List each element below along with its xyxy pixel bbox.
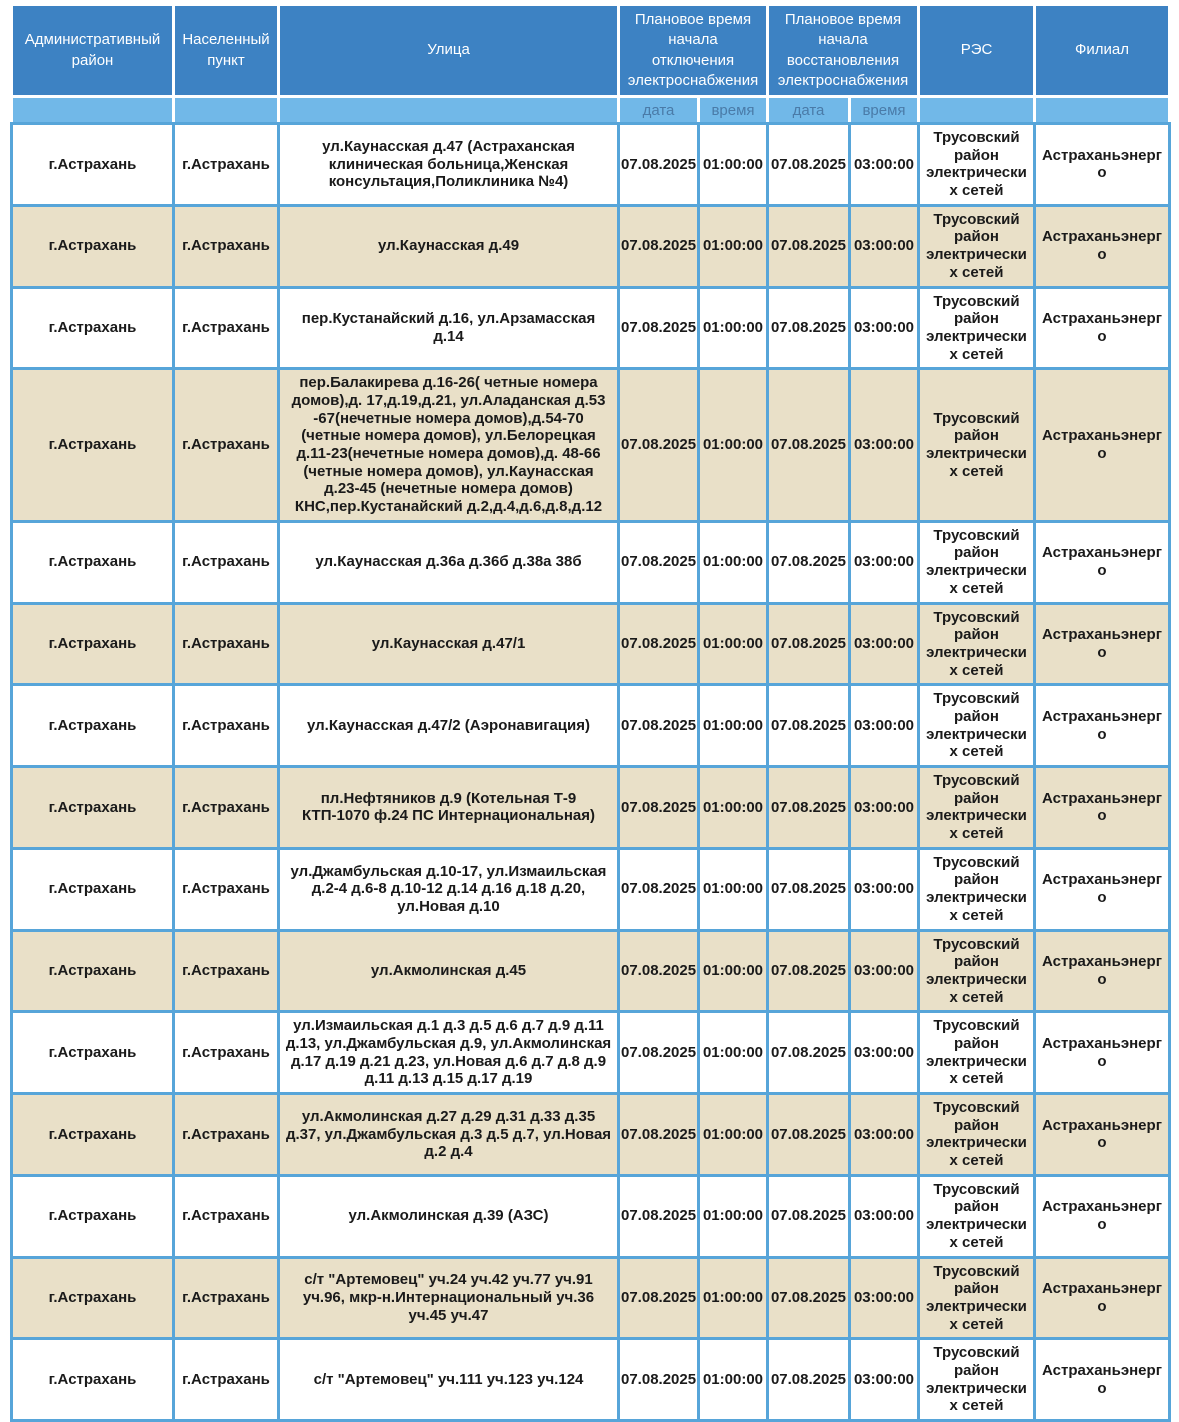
cell-outage-date: 07.08.2025 (619, 1339, 699, 1421)
cell-admin-district: г.Астрахань (12, 1257, 174, 1339)
cell-settlement: г.Астрахань (174, 1257, 279, 1339)
cell-street: пер.Кустанайский д.16, ул.Арзамасская д.14 (279, 287, 619, 369)
cell-outage-date: 07.08.2025 (619, 1012, 699, 1094)
cell-restore-date: 07.08.2025 (768, 1012, 850, 1094)
cell-restore-time: 03:00:00 (850, 685, 919, 767)
cell-res: Трусовский район электрических сетей (919, 521, 1035, 603)
column-header-outage-start: Плановое время начала отключения электроснабжения (619, 5, 768, 97)
cell-street: ул.Каунасская д.49 (279, 205, 619, 287)
cell-admin-district: г.Астрахань (12, 603, 174, 685)
cell-street: ул.Акмолинская д.27 д.29 д.31 д.33 д.35 д.37, ул.Джамбульская д.3 д.5 д.7, ул.Новая д.2 д.4 (279, 1094, 619, 1176)
cell-branch: Астраханьэнерго (1035, 603, 1170, 685)
cell-outage-time: 01:00:00 (699, 1094, 768, 1176)
cell-restore-time: 03:00:00 (850, 1012, 919, 1094)
cell-admin-district: г.Астрахань (12, 767, 174, 849)
cell-restore-date: 07.08.2025 (768, 1175, 850, 1257)
cell-admin-district: г.Астрахань (12, 685, 174, 767)
cell-res: Трусовский район электрических сетей (919, 1257, 1035, 1339)
cell-restore-time: 03:00:00 (850, 1257, 919, 1339)
cell-settlement: г.Астрахань (174, 205, 279, 287)
cell-restore-date: 07.08.2025 (768, 603, 850, 685)
table-row (12, 767, 1170, 849)
cell-res: Трусовский район электрических сетей (919, 848, 1035, 930)
cell-outage-date: 07.08.2025 (619, 287, 699, 369)
cell-restore-time: 03:00:00 (850, 205, 919, 287)
cell-branch: Астраханьэнерго (1035, 930, 1170, 1012)
cell-admin-district: г.Астрахань (12, 930, 174, 1012)
cell-admin-district: г.Астрахань (12, 205, 174, 287)
cell-outage-time: 01:00:00 (699, 1012, 768, 1094)
cell-settlement: г.Астрахань (174, 1094, 279, 1176)
cell-street: с/т "Артемовец" уч.24 уч.42 уч.77 уч.91 уч.96, мкр-н.Интернациональный уч.36 уч.45 уч.47 (279, 1257, 619, 1339)
cell-street: ул.Каунасская д.47 (Астраханская клиническая больница,Женская консультация,Поликлиника №4) (279, 124, 619, 206)
cell-restore-time: 03:00:00 (850, 1094, 919, 1176)
cell-res: Трусовский район электрических сетей (919, 685, 1035, 767)
table-row (12, 603, 1170, 685)
cell-res: Трусовский район электрических сетей (919, 124, 1035, 206)
cell-outage-time: 01:00:00 (699, 205, 768, 287)
subheader-restore-time: время (850, 97, 919, 124)
table-row (12, 369, 1170, 522)
column-header-settlement: Населенный пункт (174, 5, 279, 97)
cell-outage-time: 01:00:00 (699, 603, 768, 685)
cell-settlement: г.Астрахань (174, 767, 279, 849)
cell-restore-time: 03:00:00 (850, 1175, 919, 1257)
cell-street: пл.Нефтяников д.9 (Котельная Т-9 КТП-1070 ф.24 ПС Интернациональная) (279, 767, 619, 849)
table-row (12, 124, 1170, 206)
cell-outage-date: 07.08.2025 (619, 369, 699, 522)
subheader-outage-time: время (699, 97, 768, 124)
cell-outage-time: 01:00:00 (699, 848, 768, 930)
cell-admin-district: г.Астрахань (12, 1012, 174, 1094)
table-body (12, 124, 1170, 1421)
cell-res: Трусовский район электрических сетей (919, 369, 1035, 522)
cell-branch: Астраханьэнерго (1035, 848, 1170, 930)
cell-res: Трусовский район электрических сетей (919, 205, 1035, 287)
cell-street: ул.Каунасская д.47/1 (279, 603, 619, 685)
table-row (12, 205, 1170, 287)
cell-res: Трусовский район электрических сетей (919, 287, 1035, 369)
cell-restore-date: 07.08.2025 (768, 1339, 850, 1421)
cell-restore-time: 03:00:00 (850, 287, 919, 369)
cell-street: ул.Каунасская д.36а д.36б д.38а 38б (279, 521, 619, 603)
cell-outage-date: 07.08.2025 (619, 521, 699, 603)
cell-res: Трусовский район электрических сетей (919, 1175, 1035, 1257)
cell-outage-time: 01:00:00 (699, 369, 768, 522)
cell-street: с/т "Артемовец" уч.111 уч.123 уч.124 (279, 1339, 619, 1421)
subheader-empty (174, 97, 279, 124)
cell-restore-time: 03:00:00 (850, 848, 919, 930)
cell-res: Трусовский район электрических сетей (919, 930, 1035, 1012)
cell-outage-date: 07.08.2025 (619, 124, 699, 206)
cell-settlement: г.Астрахань (174, 930, 279, 1012)
table-row (12, 521, 1170, 603)
cell-restore-time: 03:00:00 (850, 603, 919, 685)
cell-settlement: г.Астрахань (174, 1012, 279, 1094)
cell-outage-date: 07.08.2025 (619, 848, 699, 930)
cell-branch: Астраханьэнерго (1035, 1257, 1170, 1339)
cell-outage-date: 07.08.2025 (619, 1257, 699, 1339)
cell-admin-district: г.Астрахань (12, 848, 174, 930)
table-row (12, 1012, 1170, 1094)
subheader-restore-date: дата (768, 97, 850, 124)
cell-settlement: г.Астрахань (174, 603, 279, 685)
cell-branch: Астраханьэнерго (1035, 767, 1170, 849)
cell-branch: Астраханьэнерго (1035, 205, 1170, 287)
cell-settlement: г.Астрахань (174, 685, 279, 767)
outage-schedule-table (10, 3, 1171, 1422)
cell-street: ул.Джамбульская д.10-17, ул.Измаильская д.2-4 д.6-8 д.10-12 д.14 д.16 д.18 д.20, ул.Новая д.10 (279, 848, 619, 930)
cell-settlement: г.Астрахань (174, 848, 279, 930)
header-row (12, 5, 1170, 97)
subheader-empty (1035, 97, 1170, 124)
subheader-empty (279, 97, 619, 124)
cell-admin-district: г.Астрахань (12, 287, 174, 369)
column-header-admin-district: Административный район (12, 5, 174, 97)
cell-street: ул.Акмолинская д.45 (279, 930, 619, 1012)
cell-restore-date: 07.08.2025 (768, 369, 850, 522)
cell-outage-date: 07.08.2025 (619, 205, 699, 287)
table-row (12, 287, 1170, 369)
cell-res: Трусовский район электрических сетей (919, 1012, 1035, 1094)
cell-outage-time: 01:00:00 (699, 124, 768, 206)
cell-outage-time: 01:00:00 (699, 1339, 768, 1421)
cell-restore-time: 03:00:00 (850, 767, 919, 849)
cell-street: ул.Измаильская д.1 д.3 д.5 д.6 д.7 д.9 д.11 д.13, ул.Джамбульская д.9, ул.Акмолинская д.17 д.19 д.21 д.23, ул.Новая д.6 д.7 д.8 д.9 д.11 д.13 д.15 д.17 д.19 (279, 1012, 619, 1094)
cell-branch: Астраханьэнерго (1035, 1094, 1170, 1176)
cell-admin-district: г.Астрахань (12, 1094, 174, 1176)
table-row (12, 1094, 1170, 1176)
cell-branch: Астраханьэнерго (1035, 1175, 1170, 1257)
table-header (12, 5, 1170, 124)
cell-branch: Астраханьэнерго (1035, 1339, 1170, 1421)
column-header-street: Улица (279, 5, 619, 97)
cell-restore-date: 07.08.2025 (768, 767, 850, 849)
cell-admin-district: г.Астрахань (12, 124, 174, 206)
cell-restore-date: 07.08.2025 (768, 1257, 850, 1339)
subheader-empty (12, 97, 174, 124)
cell-settlement: г.Астрахань (174, 369, 279, 522)
cell-restore-date: 07.08.2025 (768, 124, 850, 206)
cell-branch: Астраханьэнерго (1035, 521, 1170, 603)
column-header-res: РЭС (919, 5, 1035, 97)
column-header-branch: Филиал (1035, 5, 1170, 97)
table-row (12, 1257, 1170, 1339)
cell-admin-district: г.Астрахань (12, 1339, 174, 1421)
cell-res: Трусовский район электрических сетей (919, 1094, 1035, 1176)
cell-admin-district: г.Астрахань (12, 1175, 174, 1257)
subheader-row (12, 97, 1170, 124)
cell-restore-time: 03:00:00 (850, 369, 919, 522)
cell-branch: Астраханьэнерго (1035, 1012, 1170, 1094)
column-header-restore-start: Плановое время начала восстановления электроснабжения (768, 5, 919, 97)
cell-outage-time: 01:00:00 (699, 685, 768, 767)
cell-street: ул.Акмолинская д.39 (АЗС) (279, 1175, 619, 1257)
table-row (12, 1339, 1170, 1421)
cell-restore-date: 07.08.2025 (768, 848, 850, 930)
cell-restore-date: 07.08.2025 (768, 930, 850, 1012)
cell-restore-date: 07.08.2025 (768, 521, 850, 603)
cell-res: Трусовский район электрических сетей (919, 603, 1035, 685)
cell-branch: Астраханьэнерго (1035, 287, 1170, 369)
cell-outage-date: 07.08.2025 (619, 1175, 699, 1257)
cell-outage-date: 07.08.2025 (619, 1094, 699, 1176)
cell-street: ул.Каунасская д.47/2 (Аэронавигация) (279, 685, 619, 767)
table-row (12, 930, 1170, 1012)
cell-settlement: г.Астрахань (174, 521, 279, 603)
cell-restore-date: 07.08.2025 (768, 685, 850, 767)
cell-outage-time: 01:00:00 (699, 521, 768, 603)
cell-settlement: г.Астрахань (174, 1339, 279, 1421)
table-row (12, 848, 1170, 930)
cell-outage-time: 01:00:00 (699, 287, 768, 369)
cell-restore-date: 07.08.2025 (768, 1094, 850, 1176)
cell-restore-time: 03:00:00 (850, 124, 919, 206)
cell-branch: Астраханьэнерго (1035, 369, 1170, 522)
cell-street: пер.Балакирева д.16-26( четные номера домов),д. 17,д.19,д.21, ул.Аладанская д.53 -67(нечетные номера домов),д.54-70 (четные номера домов), ул.Белорецкая д.11-23(нечетные номера домов),д. 48-66 (четные номера домов), ул.Каунасская д.23-45 (нечетные номера домов) КНС,пер.Кустанайский д.2,д.4,д.6,д.8,д.12 (279, 369, 619, 522)
cell-outage-date: 07.08.2025 (619, 603, 699, 685)
cell-restore-time: 03:00:00 (850, 930, 919, 1012)
cell-outage-date: 07.08.2025 (619, 685, 699, 767)
cell-res: Трусовский район электрических сетей (919, 1339, 1035, 1421)
table-row (12, 685, 1170, 767)
cell-outage-date: 07.08.2025 (619, 767, 699, 849)
cell-restore-date: 07.08.2025 (768, 205, 850, 287)
cell-settlement: г.Астрахань (174, 124, 279, 206)
table-row (12, 1175, 1170, 1257)
cell-restore-date: 07.08.2025 (768, 287, 850, 369)
subheader-empty (919, 97, 1035, 124)
cell-outage-time: 01:00:00 (699, 767, 768, 849)
cell-admin-district: г.Астрахань (12, 521, 174, 603)
cell-restore-time: 03:00:00 (850, 1339, 919, 1421)
cell-outage-date: 07.08.2025 (619, 930, 699, 1012)
cell-settlement: г.Астрахань (174, 287, 279, 369)
cell-admin-district: г.Астрахань (12, 369, 174, 522)
cell-outage-time: 01:00:00 (699, 1257, 768, 1339)
cell-branch: Астраханьэнерго (1035, 124, 1170, 206)
cell-settlement: г.Астрахань (174, 1175, 279, 1257)
cell-outage-time: 01:00:00 (699, 1175, 768, 1257)
cell-outage-time: 01:00:00 (699, 930, 768, 1012)
cell-branch: Астраханьэнерго (1035, 685, 1170, 767)
cell-res: Трусовский район электрических сетей (919, 767, 1035, 849)
subheader-outage-date: дата (619, 97, 699, 124)
cell-restore-time: 03:00:00 (850, 521, 919, 603)
